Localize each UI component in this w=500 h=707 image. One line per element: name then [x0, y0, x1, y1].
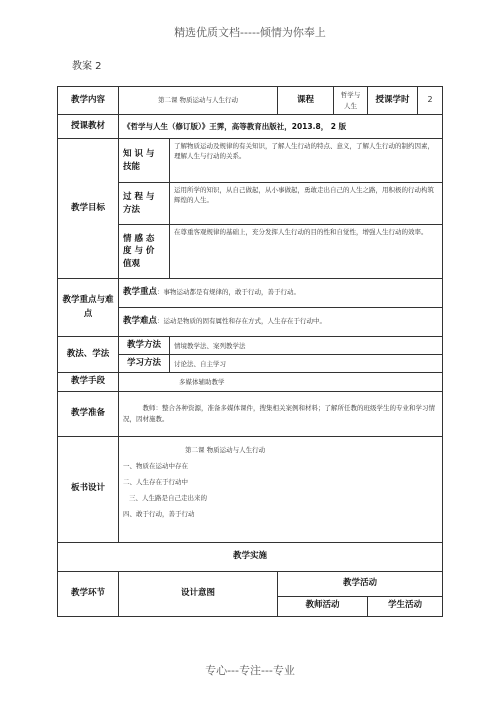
impl-title: 教学实施: [58, 542, 443, 571]
row-prep: [58, 391, 443, 436]
row-impl-title: [58, 542, 443, 571]
goal-emotion-text: 在尊重客观规律的基础上，充分发挥人生行动的目的性和自觉性，增强人生行动的效率。: [170, 225, 443, 279]
row-board: [58, 436, 443, 542]
board-title: 第二课 物质运动与人生行动: [185, 445, 266, 454]
goal-knowledge-text: 了解物质运动及规律的有关知识，了解人生行动的特点、意义，了解人生行动的制约因素，理解人生与行动的关系。: [170, 139, 443, 183]
goals-label: 教学目标: [58, 139, 119, 279]
hours-value: 2: [418, 87, 443, 115]
page-footer: 专心---专注---专业: [205, 664, 295, 677]
row-means: [58, 373, 443, 391]
difficulty-label: 教学难点: [123, 316, 158, 327]
method-row-teach: [58, 337, 443, 355]
course-value: 哲学与人生: [334, 87, 368, 115]
teacher-activity-label: 教师活动: [278, 596, 368, 616]
stage-label: 教学环节: [58, 571, 119, 616]
row-content: [58, 87, 443, 115]
teach-method-text: 情境教学法、案列教学法: [170, 337, 443, 355]
prep-text: 教师：整合各种资源，准备多媒体课件，搜集相关案例和材料；了解所任教的班级学生的专业和学习情况，因材施教。: [119, 391, 443, 436]
goal-process-text: 运用所学的知识，从自己做起，从小事做起，勇敢走出自己的人生之路，用积极的行动构筑辉煌的人生。: [170, 183, 443, 225]
teach-method-label: 教学方法: [119, 337, 170, 355]
learn-method-text: 讨论法、自主学习: [170, 355, 443, 373]
board-line: 一、物质在运动中存在: [123, 461, 188, 470]
content-label: 教学内容: [58, 87, 119, 115]
lesson-plan-table: [57, 86, 443, 617]
difficulty-text: ：运动是物质的固有属性和存在方式，人生存在于行动中。: [157, 317, 327, 326]
content-value: 第二课 物质运动与人生行动: [119, 87, 278, 115]
key-points-label: 教学重点与难点: [58, 279, 119, 337]
board-line: 四、敢于行动，善于行动: [123, 509, 195, 518]
goal-knowledge-label: 知 识 与 技能: [119, 139, 170, 183]
page-header: 精选优质文档-----倾情为你奉上: [174, 26, 326, 39]
key-difficulty-cell: [119, 308, 443, 337]
plan-label: 教案 2: [72, 61, 102, 72]
activity-label: 教学活动: [278, 571, 443, 596]
focus-label: 教学重点: [123, 287, 158, 298]
goal-emotion-label: 情 感 态 度 与 价 值观: [119, 225, 170, 279]
student-activity-label: 学生活动: [368, 596, 443, 616]
means-text: 多媒体辅助教学: [119, 373, 443, 391]
focus-text: ：事物运动都是有规律的，敢于行动，善于行动。: [157, 288, 301, 297]
methods-label: 教法、学法: [58, 337, 119, 373]
board-line: 二、人生存在于行动中: [123, 477, 188, 486]
hours-label: 授课学时: [368, 87, 418, 115]
learn-method-label: 学习方法: [119, 355, 170, 373]
prep-label: 教学准备: [58, 391, 119, 436]
key-focus-cell: [119, 279, 443, 308]
row-textbook: [58, 115, 443, 139]
row-impl-head: [58, 571, 443, 596]
key-row-focus: [58, 279, 443, 308]
board-label: 板书设计: [58, 436, 119, 542]
design-label: 设计意图: [119, 571, 278, 616]
course-label: 课程: [278, 87, 334, 115]
textbook-value: 《哲学与人生（修订版）》王霁，高等教育出版社，2013.8， 2 版: [119, 115, 443, 139]
textbook-label: 授课教材: [58, 115, 119, 139]
goal-row-knowledge: [58, 139, 443, 183]
goal-process-label: 过 程 与 方法: [119, 183, 170, 225]
means-label: 教学手段: [58, 373, 119, 391]
board-line: 三、人生路是自己走出来的: [129, 493, 207, 502]
board-content: [119, 436, 443, 542]
